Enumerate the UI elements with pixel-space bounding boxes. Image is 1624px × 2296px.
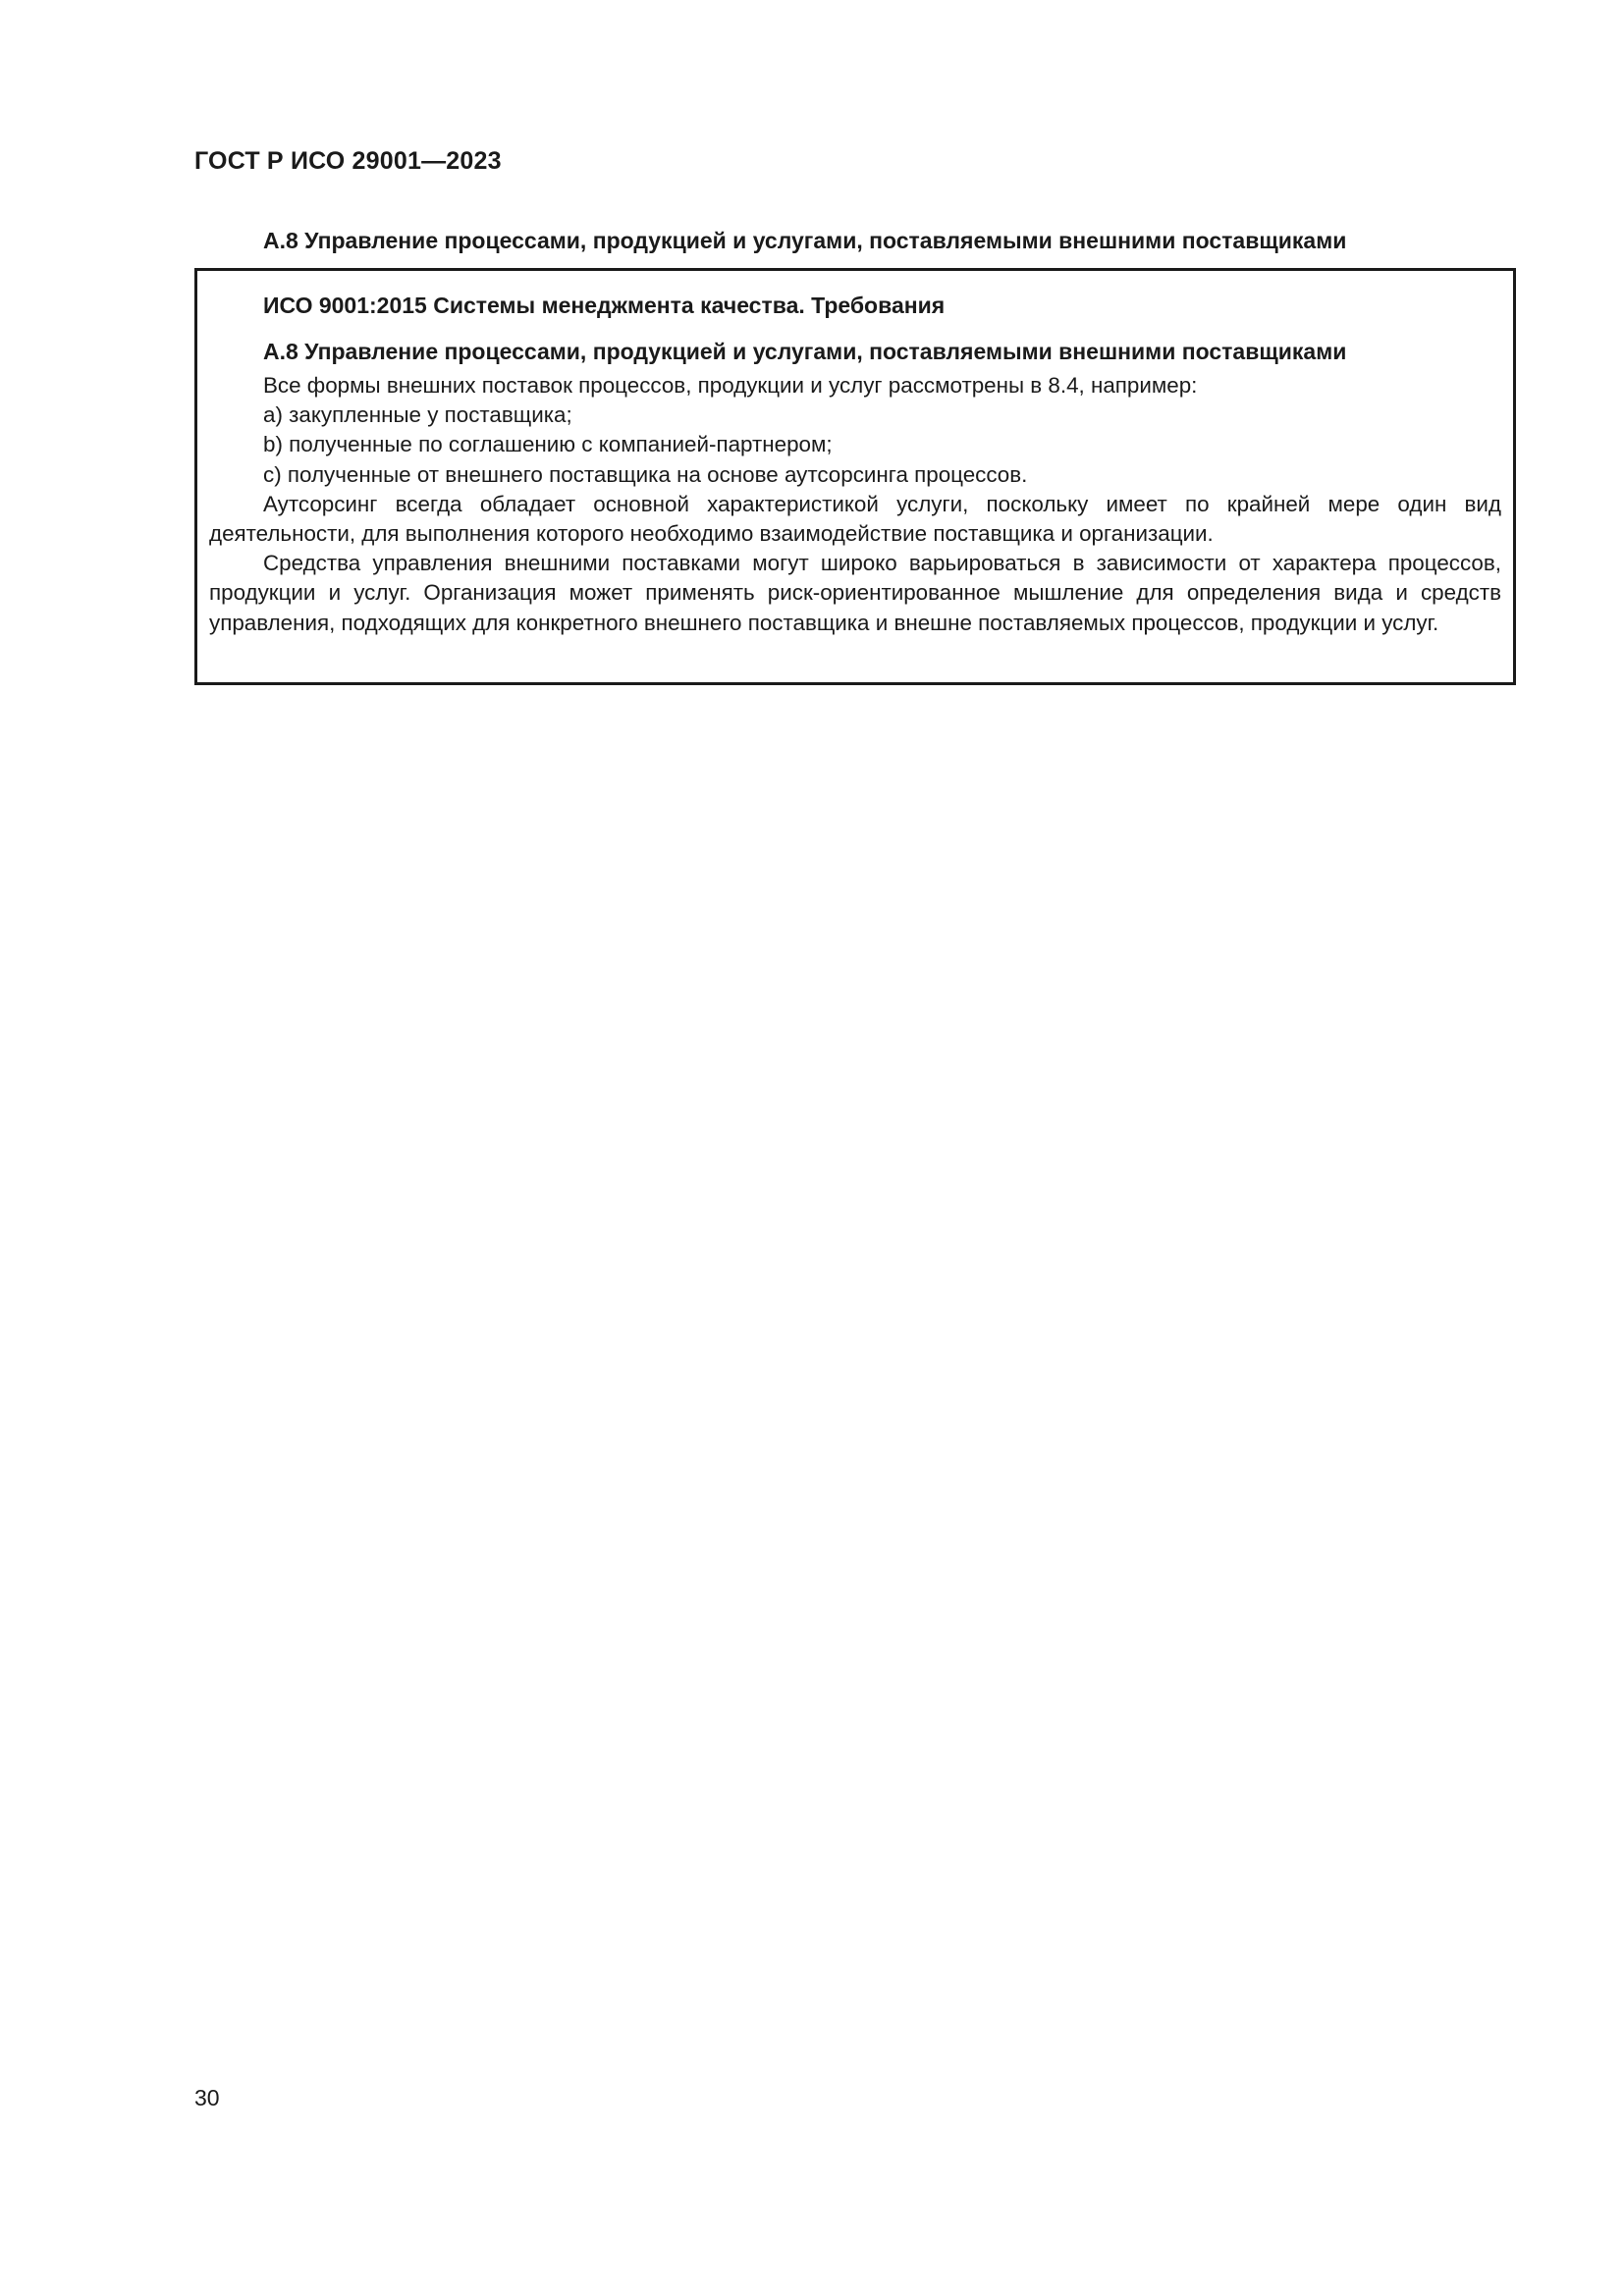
controls-paragraph: Средства управления внешними поставками могут широко варьироваться в зависимости от характера процессов, продукции и услуг. Организация может применять риск-ориентированное мышление для определения вида и средств управления, подходящих для конкретного внешнего поставщика и внешне поставляемых процессов, продукции и услуг. bbox=[209, 551, 1501, 635]
quoted-standard-title: ИСО 9001:2015 Системы менеджмента качества. Требования bbox=[263, 293, 946, 318]
list-item: b) полученные по соглашению с компанией-партнером; bbox=[263, 432, 833, 457]
section-heading: A.8 Управление процессами, продукцией и услугами, поставляемыми внешними поставщиками bbox=[263, 228, 1347, 253]
list-item: c) полученные от внешнего поставщика на основе аутсорсинга процессов. bbox=[263, 461, 1028, 487]
quoted-section-body bbox=[209, 371, 1501, 638]
page-number: 30 bbox=[194, 2085, 220, 2110]
quoted-standard-box bbox=[194, 268, 1516, 685]
page-header-standard-code: ГОСТ Р ИСО 29001—2023 bbox=[194, 147, 502, 175]
quoted-section-heading: A.8 Управление процессами, продукцией и услугами, поставляемыми внешними поставщиками bbox=[263, 339, 1347, 364]
outsourcing-paragraph: Аутсорсинг всегда обладает основной характеристикой услуги, поскольку имеет по крайней мере один вид деятельности, для выполнения которого необходимо взаимодействие поставщика и организации. bbox=[209, 491, 1501, 547]
intro-paragraph: Все формы внешних поставок процессов, продукции и услуг рассмотрены в 8.4, например: bbox=[263, 373, 1198, 398]
list-item: a) закупленные у поставщика; bbox=[263, 402, 572, 428]
